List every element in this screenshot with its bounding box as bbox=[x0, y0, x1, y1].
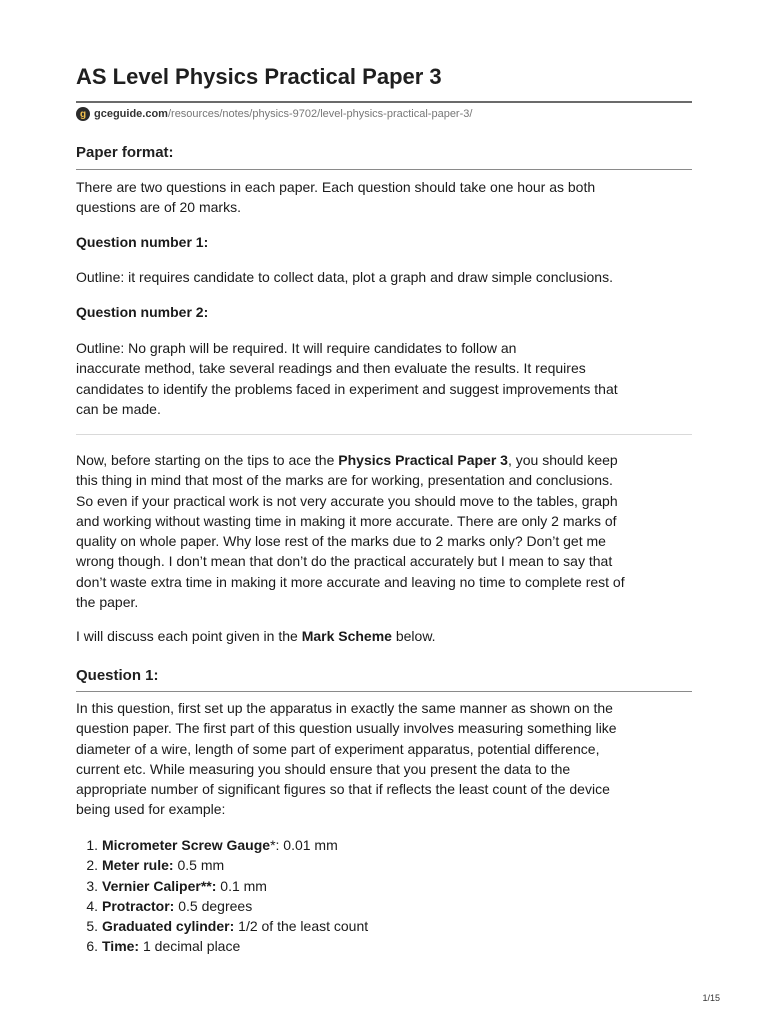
least-count-list bbox=[76, 835, 368, 957]
question-2-outline: Outline: No graph will be required. It will require candidates to follow an inaccurate method, take several readings and then evaluate the results. It requires candidates to identify the problems faced in experiment and suggest improvements that can be made. bbox=[76, 340, 618, 417]
title-divider bbox=[76, 101, 692, 103]
paper-format-intro: There are two questions in each paper. Each question should take one hour as both questions are of 20 marks. bbox=[76, 179, 596, 216]
list-item: 3. Vernier Caliper**: 0.1 mm bbox=[86, 877, 267, 894]
question-1-outline: Outline: it requires candidate to collect data, plot a graph and draw simple conclusions. bbox=[76, 269, 613, 285]
section-divider bbox=[76, 691, 692, 692]
question-1-subheading: Question number 1: bbox=[76, 234, 209, 250]
source-domain[interactable]: gceguide.com bbox=[94, 108, 168, 120]
section-divider bbox=[76, 169, 692, 170]
list-item: 4. Protractor: 0.5 degrees bbox=[86, 897, 253, 914]
question-1-paragraph: In this question, first set up the apparatus in exactly the same manner as shown on the question paper. The first part of this question usually involves measuring something like diameter of a wire, length of some part of experiment apparatus, potential difference, current etc. While measuring you should ensure that you present the data to the appropriate number of significant figures so that if reflects the least count of the device being used for example: bbox=[76, 700, 617, 818]
list-item: 5. Graduated cylinder: 1/2 of the least count bbox=[86, 918, 369, 935]
mark-scheme-paragraph: I will discuss each point given in the Mark Scheme below. bbox=[76, 628, 436, 644]
list-item: 1. Micrometer Screw Gauge*: 0.01 mm bbox=[86, 837, 338, 853]
tips-paragraph: Now, before starting on the tips to ace the Physics Practical Paper 3, you should keep this thing in mind that most of the marks are for working, presentation and conclusions. So even if your practical work is not very accurate you should move to the tables, graph and working without wasting time in making it more accurate. There are only 2 marks of quality on whole paper. Why lose rest of the marks due to 2 marks only? Don’t get me wrong though. I don’t mean that don’t do the practical accurately but I mean to say that don’t waste extra time in making it more accurate and leaving no time to complete rest of the paper. bbox=[76, 452, 625, 611]
question-1-heading: Question 1: bbox=[76, 667, 159, 684]
page-number: 1/15 bbox=[702, 993, 720, 1003]
list-item: 2. Meter rule: 0.5 mm bbox=[86, 857, 225, 874]
separator bbox=[76, 434, 692, 435]
source-path[interactable]: /resources/notes/physics-9702/level-physics-practical-paper-3/ bbox=[167, 108, 473, 120]
page-title: AS Level Physics Practical Paper 3 bbox=[76, 64, 442, 89]
list-item: 6. Time: 1 decimal place bbox=[86, 938, 241, 955]
paper-format-heading: Paper format: bbox=[76, 144, 174, 161]
source-url[interactable] bbox=[76, 107, 472, 121]
question-2-subheading: Question number 2: bbox=[76, 304, 209, 320]
gceguide-logo-icon: g bbox=[76, 107, 90, 121]
